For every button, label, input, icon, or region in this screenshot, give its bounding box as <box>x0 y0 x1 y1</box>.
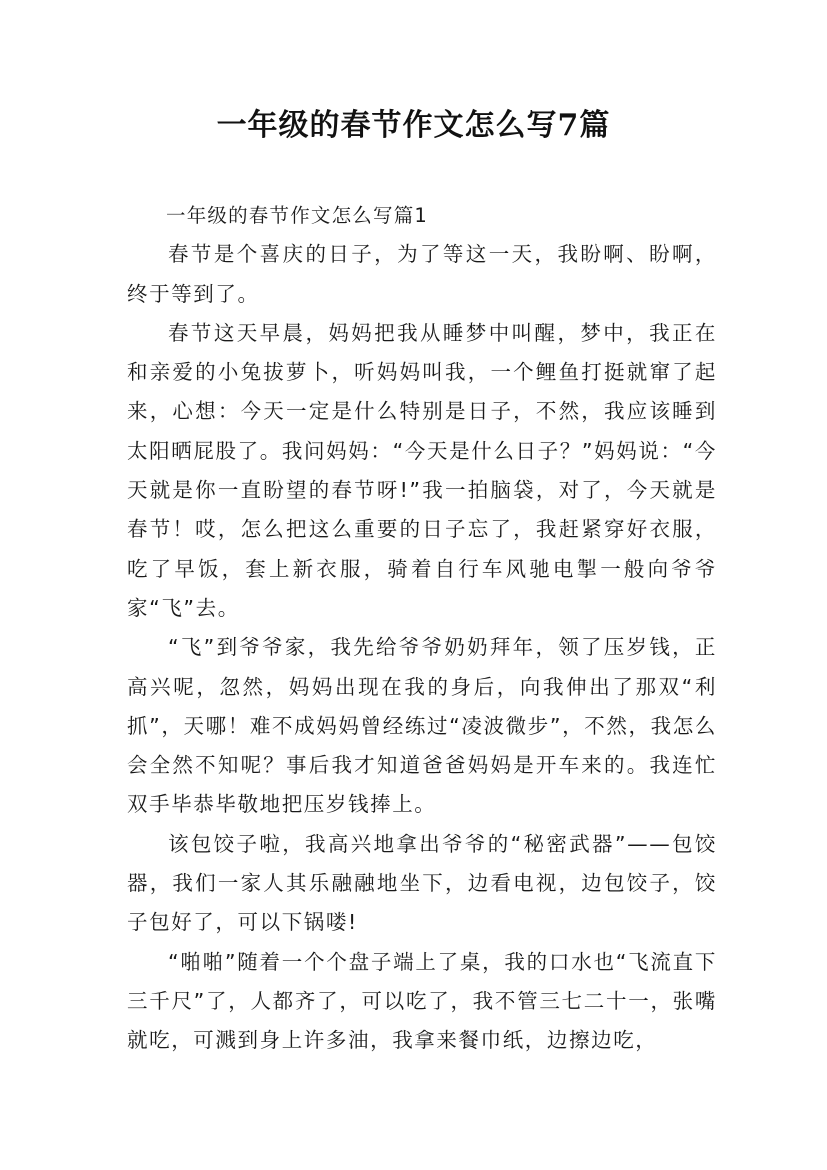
paragraph-3: “飞”到爷爷家，我先给爷爷奶奶拜年，领了压岁钱，正高兴呢，忽然，妈妈出现在我的身后，向我伸出了那双“利抓”，天哪！难不成妈妈曾经练过“凌波微步”，不然，我怎么会全然不知呢？事后我才知道爸爸妈妈是开车来的。我连忙双手毕恭毕敬地把压岁钱捧上。 <box>127 635 717 817</box>
paragraph-4: 该包饺子啦，我高兴地拿出爷爷的“秘密武器”——包饺器，我们一家人其乐融融地坐下，边看电视，边包饺子，饺子包好了，可以下锅喽! <box>127 831 717 935</box>
section-heading: 一年级的春节作文怎么写篇1 <box>166 204 429 227</box>
document-body <box>127 196 717 1061</box>
paragraph-2: 春节这天早晨，妈妈把我从睡梦中叫醒，梦中，我正在和亲爱的小兔拔萝卜，听妈妈叫我，一个鲤鱼打挺就窜了起来，心想：今天一定是什么特别是日子，不然，我应该睡到太阳晒屁股了。我问妈妈：“今天是什么日子？”妈妈说：“今天就是你一直盼望的春节呀!”我一拍脑袋，对了，今天就是春节！哎，怎么把这么重要的日子忘了，我赶紧穿好衣服，吃了早饭，套上新衣服，骑着自行车风驰电掣一般向爷爷家“飞”去。 <box>127 320 717 620</box>
paragraph-1: 春节是个喜庆的日子，为了等这一天，我盼啊、盼啊，终于等到了。 <box>127 242 717 306</box>
document-title: 一年级的春节作文怎么写7篇 <box>216 108 611 143</box>
paragraph-5: “啪啪”随着一个个盘子端上了桌，我的口水也“飞流直下三千尺”了，人都齐了，可以吃了，我不管三七二十一，张嘴就吃，可溅到身上许多油，我拿来餐巾纸，边擦边吃， <box>127 949 717 1053</box>
